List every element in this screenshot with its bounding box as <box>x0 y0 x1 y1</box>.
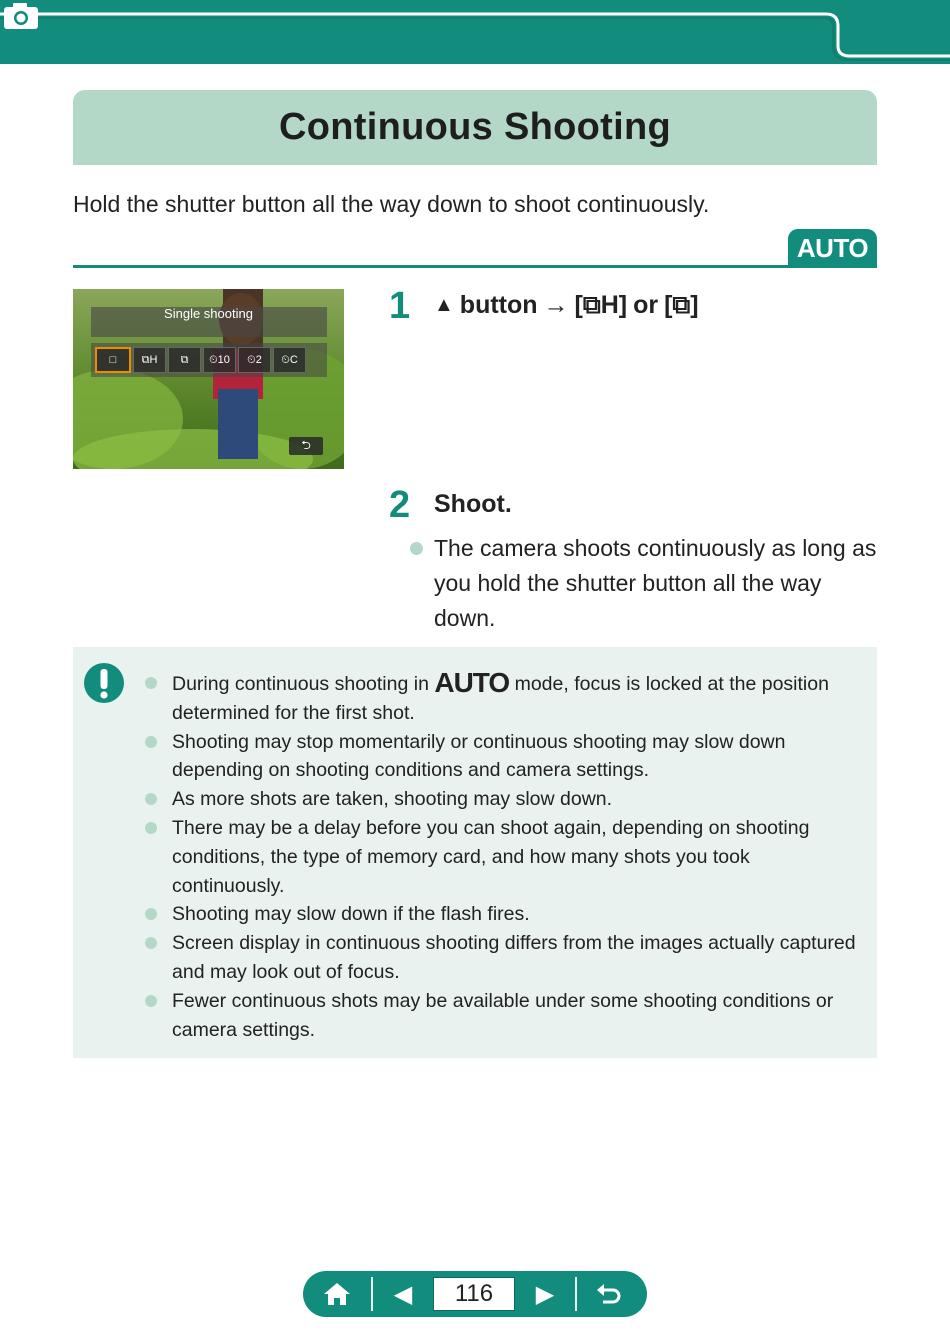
camera-screen-illustration <box>73 289 344 469</box>
bullet-dot <box>145 822 157 834</box>
self-timer-2-icon: ⏲2 <box>238 347 271 373</box>
bottom-nav-bar <box>303 1271 647 1317</box>
bullet-dot <box>145 793 157 805</box>
bullet-dot <box>145 995 157 1007</box>
section-divider <box>73 265 877 268</box>
step-1-or: or <box>633 291 659 319</box>
up-button-icon: ▲ <box>434 294 454 316</box>
previous-page-button[interactable]: ◀ <box>393 1280 413 1308</box>
self-timer-10-icon: ⏲10 <box>203 347 236 373</box>
caution-item-text: mode, focus is locked at the position determined for the first shot. <box>172 673 829 724</box>
caution-item <box>140 728 860 786</box>
drive-mode-label: Single shooting <box>164 306 253 321</box>
intro-text: Hold the shutter button all the way down to shoot continuously. <box>73 191 710 217</box>
caution-item-text: Shooting may stop momentarily or continuous shooting may slow down depending on shooting conditions and camera settings. <box>172 730 786 782</box>
bullet-dot <box>145 677 157 689</box>
auto-mode-glyph: AUTO <box>434 667 510 698</box>
caution-item-text: There may be a delay before you can shoot again, depending on shooting conditions, the type of memory card, and how many shots you took continuously. <box>172 816 810 897</box>
single-shooting-icon: □ <box>95 347 131 373</box>
home-icon <box>323 1281 351 1307</box>
step-1-instruction <box>434 291 699 320</box>
page-title: Continuous Shooting <box>279 106 671 148</box>
return-icon <box>595 1282 623 1306</box>
self-timer-custom-icon: ⏲C <box>273 347 306 373</box>
return-button[interactable] <box>577 1271 641 1317</box>
caution-item <box>140 987 860 1045</box>
drive-mode-icon-row <box>95 347 306 373</box>
caution-item <box>140 669 860 728</box>
continuous-option: [⧉] <box>664 291 699 319</box>
caution-item <box>140 814 860 900</box>
step-2-number: 2 <box>389 484 411 526</box>
nav-separator <box>371 1277 373 1311</box>
top-header-bar <box>0 0 950 64</box>
screen-back-icon: ⮌ <box>289 437 323 455</box>
caution-item-text: Shooting may slow down if the flash fires. <box>172 903 530 926</box>
caution-item-text: Fewer continuous shots may be available under some shooting conditions or camera settings. <box>172 989 834 1041</box>
caution-item <box>140 900 860 929</box>
right-arrow-icon: → <box>543 291 569 319</box>
step-1-number: 1 <box>389 285 411 327</box>
caution-item <box>140 929 860 987</box>
home-button[interactable] <box>303 1271 371 1317</box>
auto-mode-badge: AUTO <box>788 229 877 267</box>
page-title-box <box>73 90 877 165</box>
bullet-dot <box>410 542 423 555</box>
bullet-dot <box>145 736 157 748</box>
caution-item-text: Screen display in continuous shooting differs from the images actually captured and may look out of focus. <box>172 932 856 983</box>
caution-list <box>140 669 860 1044</box>
page-number: 116 <box>433 1277 515 1311</box>
camera-icon[interactable] <box>0 0 42 32</box>
step-2-description: The camera shoots continuously as long as you hold the shutter button all the way down. <box>434 535 877 631</box>
bullet-dot <box>145 908 157 920</box>
bullet-dot <box>145 937 157 949</box>
high-speed-continuous-option: [⧉H] <box>574 291 628 319</box>
high-speed-continuous-icon: ⧉H <box>133 347 166 373</box>
next-page-button[interactable]: ▶ <box>535 1280 555 1308</box>
step-2-title: Shoot. <box>434 490 512 518</box>
caution-item-text: As more shots are taken, shooting may slow down. <box>172 788 613 811</box>
caution-item <box>140 785 860 814</box>
step-1-button-word: button <box>459 291 538 319</box>
caution-item-text: During continuous shooting in <box>172 673 435 695</box>
caution-icon <box>83 662 125 704</box>
nav-separator <box>575 1277 577 1311</box>
continuous-shooting-icon: ⧉ <box>168 347 201 373</box>
